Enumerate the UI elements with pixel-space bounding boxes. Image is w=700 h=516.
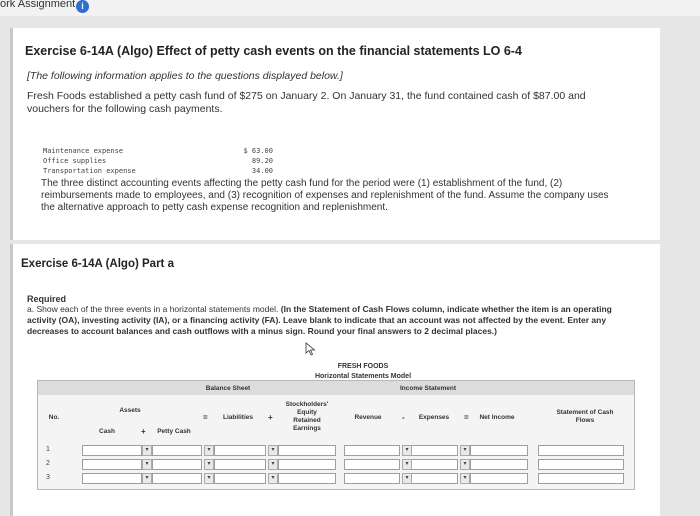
- dropdown-icon[interactable]: ▾: [142, 459, 152, 470]
- events-description: The three distinct accounting events affecting the petty cash fund for the period were (1) establishment of the fund, (2) reimbursements made to employees, and (3) recognition of expenses and replenishment of the fund. Assume the company uses the alternative approach to petty cash expense recognition and replenishment.: [41, 178, 609, 213]
- required-label: Required: [27, 294, 67, 304]
- expenses-header: Expenses: [418, 414, 450, 421]
- entry-input[interactable]: [344, 445, 400, 456]
- header-band: [38, 381, 634, 395]
- no-header: No.: [48, 414, 60, 421]
- top-bar: [0, 0, 700, 16]
- petty-cash-header: Petty Cash: [157, 428, 191, 435]
- entry-input[interactable]: [410, 445, 458, 456]
- equity-line: Earnings: [293, 425, 321, 432]
- entry-input[interactable]: [278, 445, 336, 456]
- entry-input[interactable]: [470, 473, 528, 484]
- dropdown-icon[interactable]: ▾: [204, 459, 214, 470]
- entry-input[interactable]: [152, 445, 202, 456]
- income-statement-header: Income Statement: [400, 385, 456, 392]
- exercise-title: Exercise 6-14A (Algo) Effect of petty cash events on the financial statements LO 6-4: [25, 44, 522, 58]
- equals-sign: =: [203, 413, 208, 422]
- model-heading: [253, 362, 473, 382]
- assets-header: Assets: [119, 407, 141, 414]
- entry-input[interactable]: [152, 473, 202, 484]
- expense-amount: $ 63.00: [243, 147, 273, 155]
- company-name: FRESH FOODS: [337, 363, 389, 370]
- revenue-header: Revenue: [354, 414, 382, 421]
- expense-amount: 34.00: [251, 167, 273, 175]
- liabilities-header: Liabilities: [223, 414, 253, 421]
- plus-sign: +: [268, 413, 273, 422]
- equity-line: Retained: [293, 417, 321, 424]
- dropdown-icon[interactable]: ▾: [460, 473, 470, 484]
- dropdown-icon[interactable]: ▾: [402, 459, 412, 470]
- entry-input[interactable]: [82, 445, 142, 456]
- net-income-header: Net Income: [479, 414, 515, 421]
- exercise-panel: [10, 28, 660, 240]
- dropdown-icon[interactable]: ▾: [268, 445, 278, 456]
- entry-input[interactable]: [152, 459, 202, 470]
- row-number: 3: [46, 474, 50, 481]
- dropdown-icon[interactable]: ▾: [268, 459, 278, 470]
- cash-flows-header: [540, 409, 630, 425]
- dropdown-icon[interactable]: ▾: [142, 473, 152, 484]
- balance-sheet-header: Balance Sheet: [205, 385, 251, 392]
- plus-sign: +: [141, 427, 146, 436]
- equals-sign: =: [464, 413, 469, 422]
- part-title: Exercise 6-14A (Algo) Part a: [21, 258, 174, 270]
- expense-row: [43, 146, 273, 156]
- part-panel: [10, 244, 660, 516]
- horizontal-statements-model: [37, 380, 635, 490]
- row-number: 1: [46, 446, 50, 453]
- entry-input[interactable]: [82, 459, 142, 470]
- entry-input[interactable]: [538, 445, 624, 456]
- entry-input[interactable]: [214, 445, 266, 456]
- entry-input[interactable]: [538, 473, 624, 484]
- dropdown-icon[interactable]: ▾: [402, 473, 412, 484]
- expense-label: Maintenance expense: [43, 147, 124, 155]
- entry-input[interactable]: [278, 459, 336, 470]
- model-subtitle: Horizontal Statements Model: [314, 373, 412, 380]
- entry-input[interactable]: [470, 445, 528, 456]
- minus-sign: -: [402, 413, 405, 422]
- mouse-cursor-icon: [305, 342, 317, 356]
- required-instructions: [27, 304, 637, 337]
- entry-input[interactable]: [410, 459, 458, 470]
- entry-input[interactable]: [82, 473, 142, 484]
- expense-label: Office supplies: [43, 157, 107, 165]
- expense-amount: 89.20: [251, 157, 273, 165]
- expense-list: [43, 146, 273, 176]
- row-number: 2: [46, 460, 50, 467]
- equity-header: [280, 401, 334, 433]
- entry-input[interactable]: [410, 473, 458, 484]
- dropdown-icon[interactable]: ▾: [460, 459, 470, 470]
- dropdown-icon[interactable]: ▾: [460, 445, 470, 456]
- entry-input[interactable]: [538, 459, 624, 470]
- entry-input[interactable]: [470, 459, 528, 470]
- expense-row: [43, 166, 273, 176]
- dropdown-icon[interactable]: ▾: [142, 445, 152, 456]
- equity-line: Stockholders': [285, 401, 329, 408]
- cash-flows-line: Statement of Cash: [556, 409, 614, 416]
- entry-input[interactable]: [344, 459, 400, 470]
- cash-header: Cash: [99, 428, 115, 435]
- entry-input[interactable]: [214, 473, 266, 484]
- assignment-title: ork Assignment: [0, 0, 76, 10]
- dropdown-icon[interactable]: ▾: [204, 445, 214, 456]
- dropdown-icon[interactable]: ▾: [204, 473, 214, 484]
- exercise-description: Fresh Foods established a petty cash fund of $275 on January 2. On January 31, the fund contained cash of $87.00 and vouchers for the following cash payments.: [27, 90, 586, 115]
- expense-row: [43, 156, 273, 166]
- entry-input[interactable]: [278, 473, 336, 484]
- entry-input[interactable]: [214, 459, 266, 470]
- equity-line: Equity: [297, 409, 317, 416]
- exercise-intro: [The following information applies to the questions displayed below.]: [27, 70, 343, 82]
- dropdown-icon[interactable]: ▾: [402, 445, 412, 456]
- entry-input[interactable]: [344, 473, 400, 484]
- required-bold-text: (In the Statement of Cash Flows column, indicate whether the item is an operating activity (OA), investing activity (IA), or a financing activity (FA). Leave blank to indicate that an account was not affected by the event. Enter any decreases to account balances and cash outflows with a minus sign. Round your final answers to 2 decimal places.): [27, 304, 612, 336]
- expense-label: Transportation expense: [43, 167, 136, 175]
- required-a-text: a. Show each of the three events in a horizontal statements model.: [27, 304, 279, 314]
- info-icon[interactable]: i: [76, 0, 89, 13]
- cash-flows-line: Flows: [575, 417, 595, 424]
- dropdown-icon[interactable]: ▾: [268, 473, 278, 484]
